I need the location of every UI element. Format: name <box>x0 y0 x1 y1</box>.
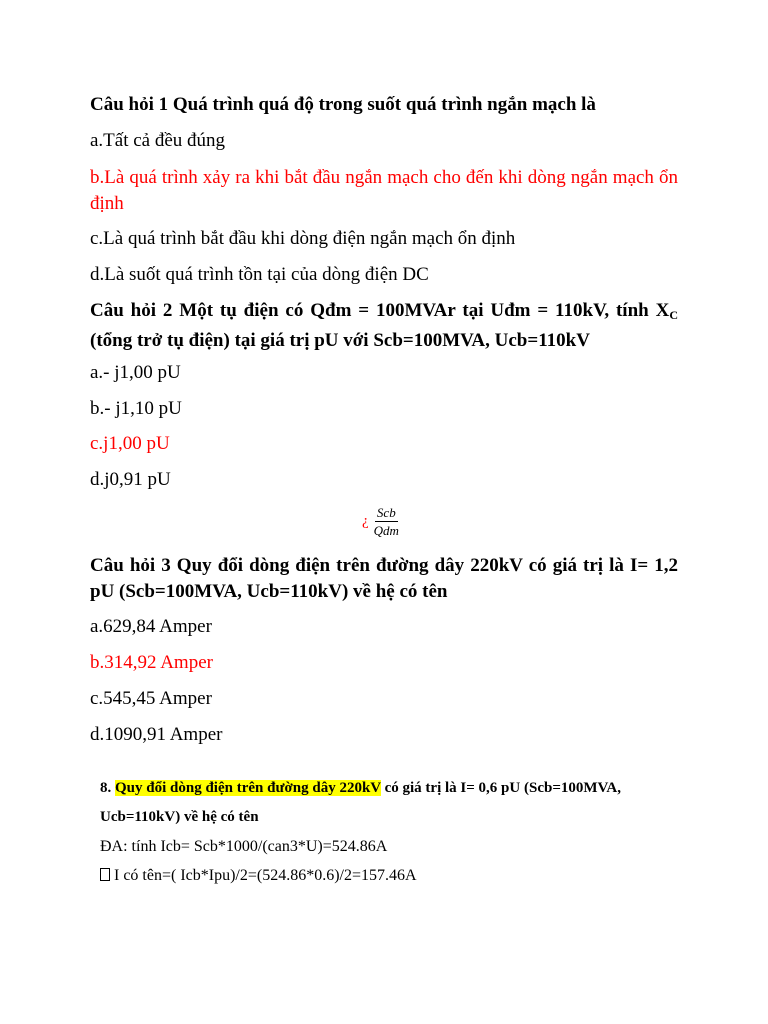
q2-option-b: b.- j1,10 pU <box>90 398 182 419</box>
question-1-title: Câu hỏi 1 Quá trình quá độ trong suốt quá trình ngắn mạch là <box>90 94 596 115</box>
q1-option-d: d.Là suốt quá trình tồn tại của dòng điện DC <box>90 264 429 285</box>
q2-title-before: Câu hỏi 2 Một tụ điện có Qđm = 100MVAr tại Uđm = 110kV, tính X <box>90 300 670 321</box>
note-highlight: Quy đổi dòng điện trên đường dây 220kV <box>115 780 381 796</box>
q3-option-d: d.1090,91 Amper <box>90 724 223 745</box>
q2-title-after: (tổng trở tụ điện) tại giá trị pU với Scb=100MVA, Ucb=110kV <box>90 330 590 351</box>
q2-option-a: a.- j1,00 pU <box>90 362 181 383</box>
note-number: 8. <box>100 780 115 796</box>
fraction-denominator: Qdm <box>373 523 399 538</box>
question-2-title <box>90 298 678 354</box>
q1-option-b-correct: b.Là quá trình xảy ra khi bắt đầu ngắn mạch cho đến khi dòng ngắn mạch ổn định <box>90 167 678 214</box>
q3-option-b-correct: b.314,92 Amper <box>90 652 213 673</box>
note-question-line2: Ucb=110kV) về hệ có tên <box>100 809 259 825</box>
note-answer-2-text: I có tên=( Icb*Ipu)/2=(524.86*0.6)/2=157.46A <box>110 867 417 884</box>
note-answer-2 <box>100 865 678 887</box>
formula-fraction <box>362 505 401 538</box>
fraction <box>372 505 401 538</box>
q2-option-d: d.j0,91 pU <box>90 469 171 490</box>
q1-option-a: a.Tất cả đều đúng <box>90 130 226 151</box>
q2-option-c-correct: c.j1,00 pU <box>90 433 170 454</box>
note-answer-1: ĐA: tính Icb= Scb*1000/(can3*U)=524.86A <box>100 838 388 855</box>
q2-title-sub: C <box>669 308 678 322</box>
q3-option-a: a.629,84 Amper <box>90 616 212 637</box>
formula-prefix: ¿ <box>362 513 369 529</box>
note-rest: có giá trị là I= 0,6 pU (Scb=100MVA, <box>380 780 622 796</box>
fraction-numerator: Scb <box>376 505 396 520</box>
q1-option-c: c.Là quá trình bắt đầu khi dòng điện ngắn mạch ổn định <box>90 228 516 249</box>
note-question <box>100 777 678 799</box>
question-3-title: Câu hỏi 3 Quy đổi dòng điện trên đường dây 220kV có giá trị là I= 1,2 pU (Scb=100MVA, Ucb=110kV) về hệ có tên <box>90 555 678 602</box>
missing-glyph-icon <box>100 868 110 881</box>
q3-option-c: c.545,45 Amper <box>90 688 212 709</box>
